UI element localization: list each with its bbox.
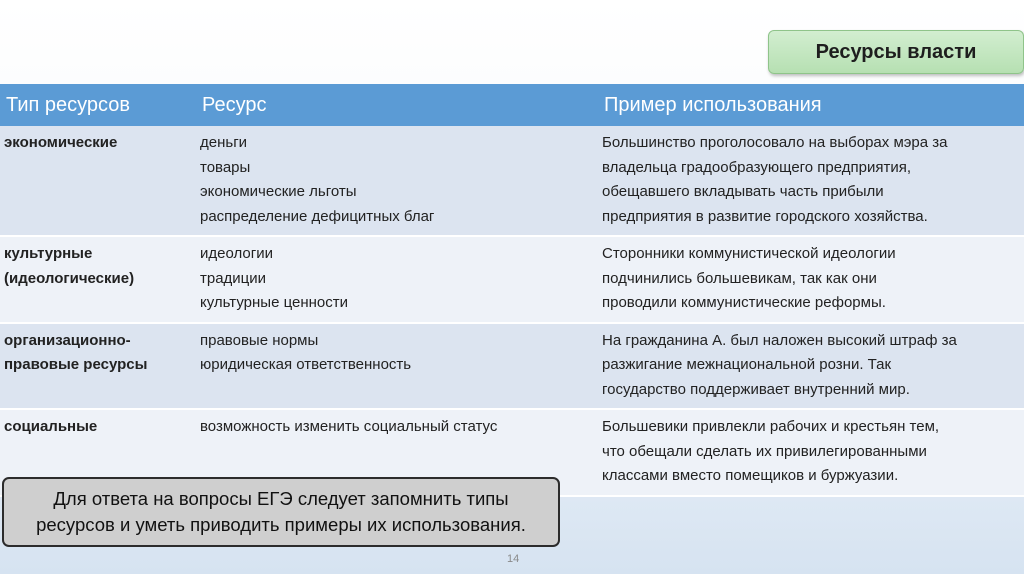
resources-table — [0, 84, 1024, 497]
table-row — [0, 126, 1024, 236]
example-line: предприятия в развитие городского хозяйства. — [602, 207, 928, 225]
example-line: проводили коммунистические реформы. — [602, 294, 886, 311]
example-line: Сторонники коммунистической идеологии — [602, 245, 896, 262]
resource-item: традиции — [200, 269, 267, 287]
slide-title: Ресурсы власти — [768, 30, 1024, 74]
resource-type-text: экономические — [4, 134, 118, 151]
example-line: Большевики привлекли рабочих и крестьян тем, — [602, 418, 940, 435]
page-number: 14 — [507, 553, 520, 565]
resource-type-cell — [0, 126, 196, 236]
note-line: Для ответа на вопросы ЕГЭ следует запомнить типы — [53, 488, 509, 509]
header-example: Пример использования — [598, 84, 1024, 126]
resource-list-cell — [196, 126, 598, 236]
header-type: Тип ресурсов — [0, 84, 196, 126]
example-cell — [598, 409, 1024, 496]
example-cell — [598, 126, 1024, 236]
header-resource: Ресурс — [196, 84, 598, 126]
example-cell — [598, 323, 1024, 410]
example-line: разжигание межнациональной розни. Так — [602, 356, 892, 373]
table-row — [0, 323, 1024, 410]
example-line: обещавшего вкладывать часть прибыли — [602, 183, 884, 200]
resource-list-cell — [196, 236, 598, 323]
resource-item: распределение дефицитных благ — [200, 207, 435, 225]
resource-item: экономические льготы — [200, 183, 357, 200]
exam-note — [2, 477, 560, 547]
example-line: Большинство проголосовало на выборах мэра за — [602, 134, 948, 151]
example-line: владельца градообразующего предприятия, — [602, 158, 912, 176]
table-header-row — [0, 84, 1024, 126]
resource-item: правовые нормы — [200, 331, 319, 349]
example-line: государство поддерживает внутренний мир. — [602, 380, 910, 398]
example-line: что обещали сделать их привилегированными — [602, 442, 927, 460]
note-line: ресурсов и уметь приводить примеры их использования. — [36, 514, 526, 535]
resource-type-text: (идеологические) — [4, 269, 135, 287]
example-line: На гражданина А. был наложен высокий штраф за — [602, 331, 957, 349]
resource-type-cell — [0, 236, 196, 323]
resource-type-text: социальные — [4, 418, 98, 435]
resource-item: деньги — [200, 134, 248, 151]
resource-type-text: организационно- — [4, 331, 131, 349]
resource-type-text: правовые ресурсы — [4, 356, 148, 373]
resource-item: юридическая ответственность — [200, 356, 412, 373]
resource-list-cell — [196, 323, 598, 410]
resource-type-text: культурные — [4, 245, 93, 262]
resource-item: возможность изменить социальный статус — [200, 418, 498, 435]
table-row — [0, 236, 1024, 323]
example-line: подчинились большевикам, так как они — [602, 269, 877, 287]
resource-type-cell — [0, 323, 196, 410]
example-line: классами вместо помещиков и буржуазии. — [602, 467, 899, 484]
resource-item: культурные ценности — [200, 294, 349, 311]
resource-item: идеологии — [200, 245, 273, 262]
resource-item: товары — [200, 158, 251, 176]
example-cell — [598, 236, 1024, 323]
